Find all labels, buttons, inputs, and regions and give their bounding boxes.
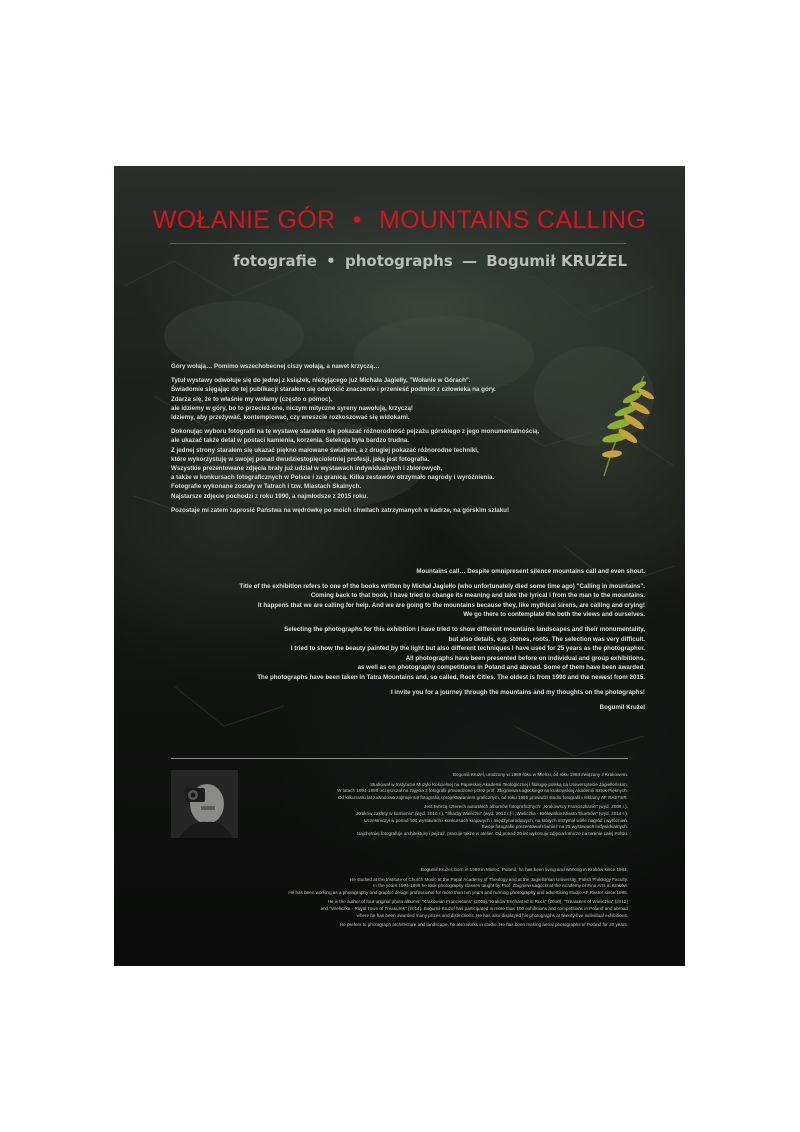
poster-title [114,206,685,235]
text-line: Title of the exhibition refers to one of the books written by Michał Jagiełło (who unfortunately died some time ago) "Calling in mountains". [239,582,645,590]
signature: Bogumił Krużel [599,704,645,712]
subtitle-separator: • [326,252,336,270]
title-pl: WOŁANIE GÓR [152,206,336,234]
text-line: Mountains call… Despite omnipresent silence mountains call and even shout. [416,568,645,575]
text-line: Selecting the photographs for this exhibition I have tried to show different mountains landscapes and their monumentality, [284,625,645,633]
text-line: Coming back to that book, I have tried to change its meaning and take the lyrical I from the man to the mountains. [310,592,645,600]
text-line: He is the author of four original photo albums: "Krakowian Franciscans" (2009),"Kraków Enchanted in Rock" (2010), "Treasures of Wieliczka" (2012) [327,899,628,905]
intro-polish [171,362,641,520]
text-line: ale idziemy w góry, bo to przecież one, niczym mityczne syreny nawołują, krzyczą! [171,404,413,412]
text-line: „Kraków zaklęty w kamieniu" (wyd. 2010 r.), "Skarby Wieliczki" (wyd. 2012 r.) i „Wieliczka - Królewskie Miasto Skarbów" (wyd. 2014 r.). [355,810,628,816]
title-en: MOUNTAINS CALLING [378,206,647,234]
text-line: The photographs have been taken in Tatra Mountains and, so called, Rock Cities. The oldest is from 1990 and the newest from 2015. [257,673,645,681]
text-line: I tried to show the beauty painted by the light but also different techniques I have used for 25 years as the photographer. [290,645,645,653]
bio-en-p2 [173,877,628,897]
text-line: He has been working as a photography and graphic design professional for more than ten years and running photography and advertising studio AF Raster since 1995. [288,889,628,895]
subtitle-en: photographs [344,252,453,270]
title-separator: • [352,206,362,234]
text-line: He studied at the Institute of Church Music at the Papal Academy of Theology and at the Jagiellonian University, Polish Philology Faculty. [349,876,628,882]
bio-polish [248,772,628,840]
subtitle-dash: — [462,252,478,270]
poster [114,166,685,966]
bio-en-p3 [173,899,628,919]
author-portrait [171,770,238,838]
text-line: Bogumił Krużel, urodzony w 1969 roku w Mielcu, od roku 1984 związany z Krakowem. [452,772,628,777]
text-line: ale ukazać także detal w postaci kamienia, korzenia. Selekcja była bardzo trudna. [171,437,409,445]
intro-en-p3 [175,625,645,683]
text-line: Świadomie sięgając do tej publikacji starałem się odwrócić znaczenie i przenieść podmiot z człowieka na góry. [171,386,496,394]
intro-pl-p1 [171,362,641,371]
text-line: He prefers to photograph architecture and landscape, he also works in studio. He has been making aerial photographs of Poland for 20 years. [339,922,628,928]
text-line: but also details, e.g. stones, roots. The selection was very difficult. [448,635,645,643]
text-line: We go there to contemplate the both the views and ourselves. [463,611,645,619]
text-line: Tytuł wystawy odwołuje się do jednej z książek, nieżyjącego już Michała Jagiełły, "Wołanie w Górach". [171,377,471,385]
text-line: It happens that we are calling for help. And we are going to the mountains because they, like mythical sirens, are calling and crying! [257,601,645,609]
intro-en-p4 [175,688,645,698]
bio-pl-p3 [248,804,628,837]
text-line: Od kilkunastu lat zawodowo zajmuje się fotografią i projektowaniem graficznym, od roku 1995 prowadzi studio fotografii i reklamy AF RASTER. [337,794,628,800]
intro-pl-p4 [171,506,641,515]
text-line: W latach 1994-1996 uczęszczał na zajęcia z fotografii prowadzone przez prof. Zbigniewa Łagockiego na krakowskiej Akademii Sztuk Pięknych. [337,788,628,794]
text-line: Wszystkie prezentowane zdjęcia brały już udział w wystawach indywidualnych i zbiorowych, [171,465,443,473]
text-line: In the years 1994-1996 he took photography classes taught by Prof. Zbigniew Łagocki at the Academy of Fine Arts in Kraków. [373,883,628,889]
bio-pl-p2 [248,782,628,802]
section-divider [171,758,628,759]
intro-english [175,567,645,718]
bio-en-p4 [173,922,628,929]
text-line: as well as on photography competitions in Poland and abroad. Some of them have been awarded. [357,664,645,672]
text-line: Dokonując wyboru fotografii na tę wystawę starałem się pokazać różnorodność pejzażu górskiego z jego monumentalnością, [171,428,540,436]
text-line: Pozostaje mi zatem zaprosić Państwa na wędrówkę po moich chwilach zatrzymanych w kadrze, na górskim szlaku! [171,506,510,514]
rock-texture [114,166,685,966]
portrait-image [171,770,238,838]
poster-subtitle [114,252,627,270]
text-line: Góry wołają… Pomimo wszechobecnej ciszy wołają, a nawet krzyczą… [171,363,380,370]
text-line: Z jednej strony starałem się ukazać piękno malowane światłem, a z drugiej pokazać różnorodne techniki, [171,446,479,454]
intro-pl-p3 [171,427,641,501]
text-line: Studiował w Instytucie Muzyki Kościelnej na Papieskiej Akademii Teologicznej i filologię polską na Uniwersytecie Jagiellońskim. [369,781,628,787]
text-line: Fotografie wykonane zostały w Tatrach i tzw. Miastach Skalnych. [171,483,362,491]
text-line: Jest twórcą czterech autorskich albumów fotograficznych: „Krakowscy Franciszkanie" (wyd. 2009 r.), [424,804,628,810]
bio-en-p1 [173,867,628,874]
text-line: Uczestniczył w ponad 100 wystawach i konkursach krajowych i międzynarodowych, na których otrzymał wiele nagród i wyróżnień. [364,817,628,823]
intro-en-p1 [175,567,645,577]
text-line: a także w konkursach fotograficznych w Polsce i za granicą. Kilka zestawów otrzymało nagrody i wyróżnienia. [171,474,495,482]
text-line: Swoje fotografie prezentował również na 25 wystawach indywidualnych. [481,824,628,830]
text-line: where he has been awarded many prizes and distinctions. He has also displayed his photographs at twenty-five individual exhibitions. [356,912,628,918]
text-line: Zdarza się, że to właśnie my wołamy (często o pomoc), [171,395,333,403]
text-line: Bogumił Krużel, born in 1969 in Mielec, Poland, he has been living and working in Kraków since 1984. [420,867,628,872]
text-line: które wykorzystuję w swojej ponad dwudziestopięcioletniej profesji, jaką jest fotografia. [171,455,430,463]
subtitle-pl: fotografie [233,252,317,270]
title-underline [170,243,626,244]
text-line: Idziemy, aby przeżywać, kontemplować, czy wreszcie rozkoszować się widokami. [171,414,410,422]
text-line: I invite you for a journey through the mountains and my thoughts on the photographs! [390,688,645,696]
intro-en-p2 [175,582,645,620]
intro-pl-p2 [171,376,641,422]
text-line: Najstarsze zdjęcie pochodzi z roku 1990, a najmłodsze z 2015 roku. [171,492,369,500]
bio-english [173,867,628,932]
bio-pl-p1 [248,772,628,779]
text-line: and "Wieliczka - Royal Town of Treasures" (2014). Bogumił Krużel has participated in more than 100 exhibitions and competitions in Poland and abroad [320,905,628,911]
author-name: Bogumił KRUŻEL [486,252,627,270]
text-line: All photographs have been presented before on individual and group exhibitions, [405,654,645,662]
text-line: Najchętniej fotografuje architekturę i pejzaż, pracuje także w atelier. Od ponad 20 lat wykonuje zdjęcia lotnicze na terenie całej Polski. [356,830,628,836]
